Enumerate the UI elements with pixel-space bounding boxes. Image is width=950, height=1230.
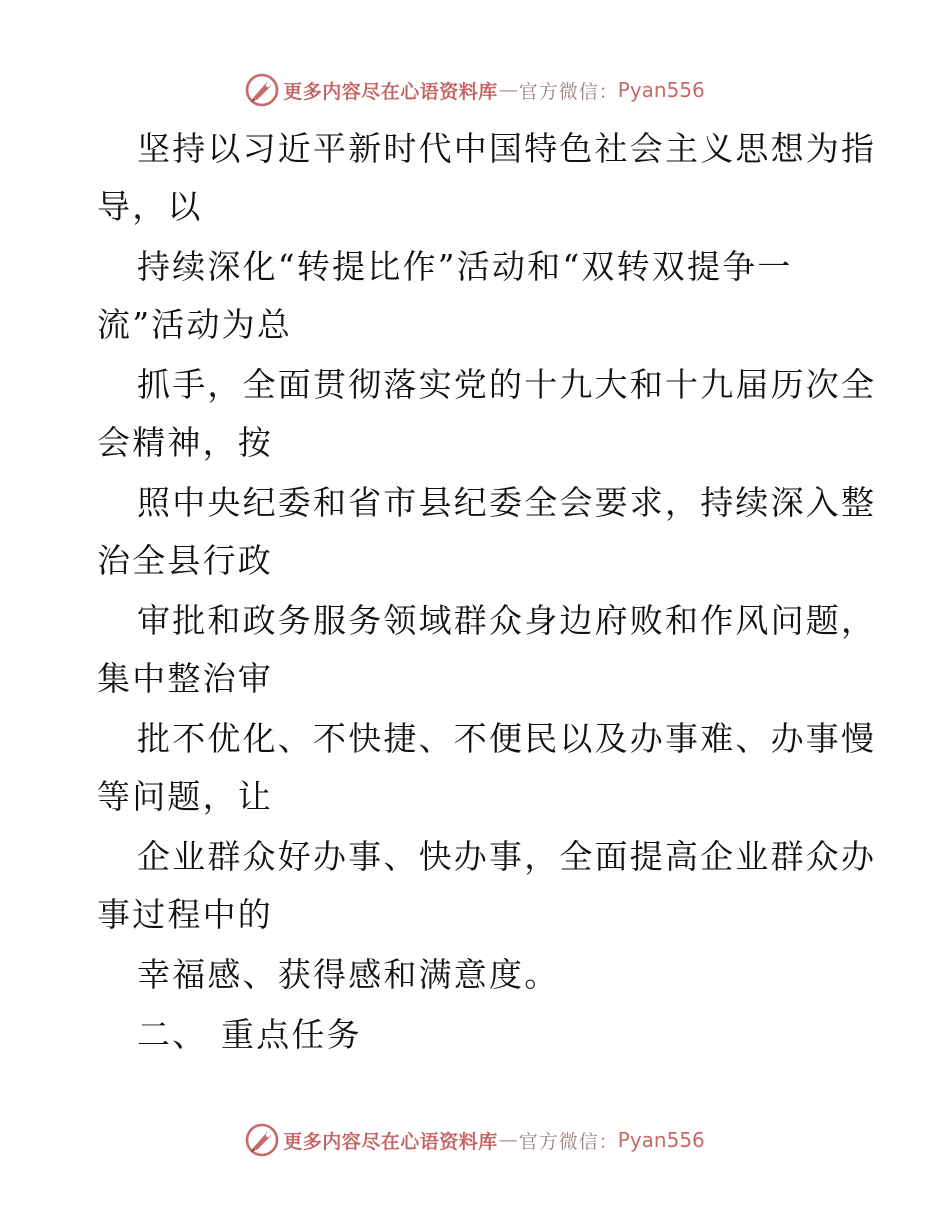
paragraph	[97, 238, 867, 356]
paragraph-line: 导，以	[97, 187, 203, 226]
paragraph-line: 集中整治审	[97, 659, 273, 698]
section-number: 二、	[137, 1015, 208, 1054]
paragraph	[97, 474, 877, 592]
watermark-footer	[0, 1122, 950, 1158]
pen-logo-icon	[245, 73, 279, 107]
watermark-wechat-id: Pyan556	[617, 1128, 705, 1152]
paragraph	[97, 592, 877, 710]
paragraph-line: 持续深化“转提比作”活动和“双转双提争一	[137, 247, 793, 286]
paragraph-line: 治全县行政	[97, 541, 273, 580]
watermark-colon: ：	[598, 80, 618, 103]
watermark-dash: —	[498, 1129, 518, 1151]
watermark-dash: —	[498, 79, 518, 101]
paragraph	[97, 828, 877, 946]
paragraph-line: 等问题，让	[97, 777, 273, 816]
paragraph-line: 事过程中的	[97, 895, 273, 934]
watermark-main-text: 更多内容尽在心语资料库	[283, 80, 498, 103]
paragraph	[97, 356, 877, 474]
paragraph-line: 会精神，按	[97, 423, 273, 462]
watermark-wechat-id: Pyan556	[617, 78, 705, 102]
watermark-header	[0, 72, 950, 108]
watermark-official-label: 官方微信	[518, 80, 599, 103]
document-body	[97, 120, 877, 1064]
watermark-main-text: 更多内容尽在心语资料库	[283, 1130, 498, 1153]
paragraph	[97, 120, 877, 238]
paragraph-line: 批不优化、不快捷、不便民以及办事难、办事慢	[137, 719, 877, 758]
closing-line: 幸福感、获得感和满意度。	[137, 955, 560, 994]
pen-logo-icon	[245, 1123, 279, 1157]
section-heading	[97, 1006, 867, 1064]
section-title: 重点任务	[221, 1015, 362, 1054]
paragraph-line: 审批和政务服务领域群众身边府败和作风问题，	[137, 601, 877, 640]
paragraph	[97, 710, 877, 828]
watermark-official-label: 官方微信	[518, 1130, 599, 1153]
paragraph-line: 企业群众好办事、快办事，全面提高企业群众办	[137, 837, 877, 876]
paragraph-line: 流”活动为总	[97, 305, 293, 344]
paragraph-line: 照中央纪委和省市县纪委全会要求，持续深入整	[137, 483, 877, 522]
paragraph-line: 坚持以习近平新时代中国特色社会主义思想为指	[137, 129, 877, 168]
watermark-colon: ：	[598, 1130, 618, 1153]
paragraph-line: 抓手，全面贯彻落实党的十九大和十九届历次全	[137, 365, 877, 404]
